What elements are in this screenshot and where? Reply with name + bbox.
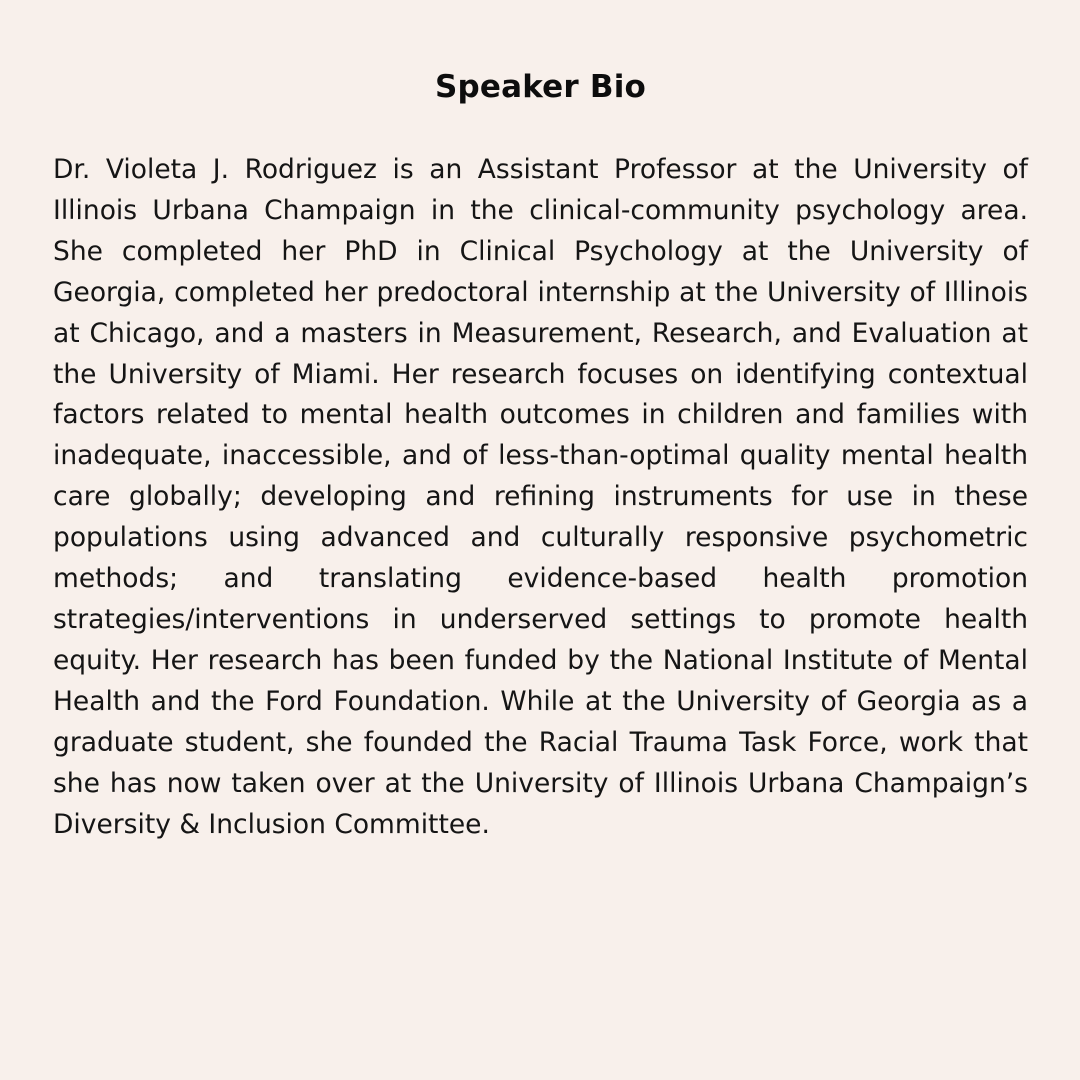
- page-title: Speaker Bio: [434, 69, 647, 105]
- bio-paragraph: Dr. Violeta J. Rodriguez is an Assistant Professor at the University of Illinois Urbana Champaign in the clinical-community psychology area. She completed her PhD in Clinical Psychology at the University of Georgia, completed her predoctoral internship at the University of Illinois at Chicago, and a masters in Measurement, Research, and Evaluation at the University of Miami. Her research focuses on identifying contextual factors related to mental health outcomes in children and families with inadequate, inaccessible, and of less-than-optimal quality mental health care globally; developing and refining instruments for use in these populations using advanced and culturally responsive psychometric methods; and translating evidence-based health promotion strategies/interventions in underserved settings to promote health equity. Her research has been funded by the National Institute of Mental Health and the Ford Foundation. While at the University of Georgia as a graduate student, she founded the Racial Trauma Task Force, work that she has now taken over at the University of Illinois Urbana Champaign’s Diversity & Inclusion Committee.: [53, 154, 1028, 840]
